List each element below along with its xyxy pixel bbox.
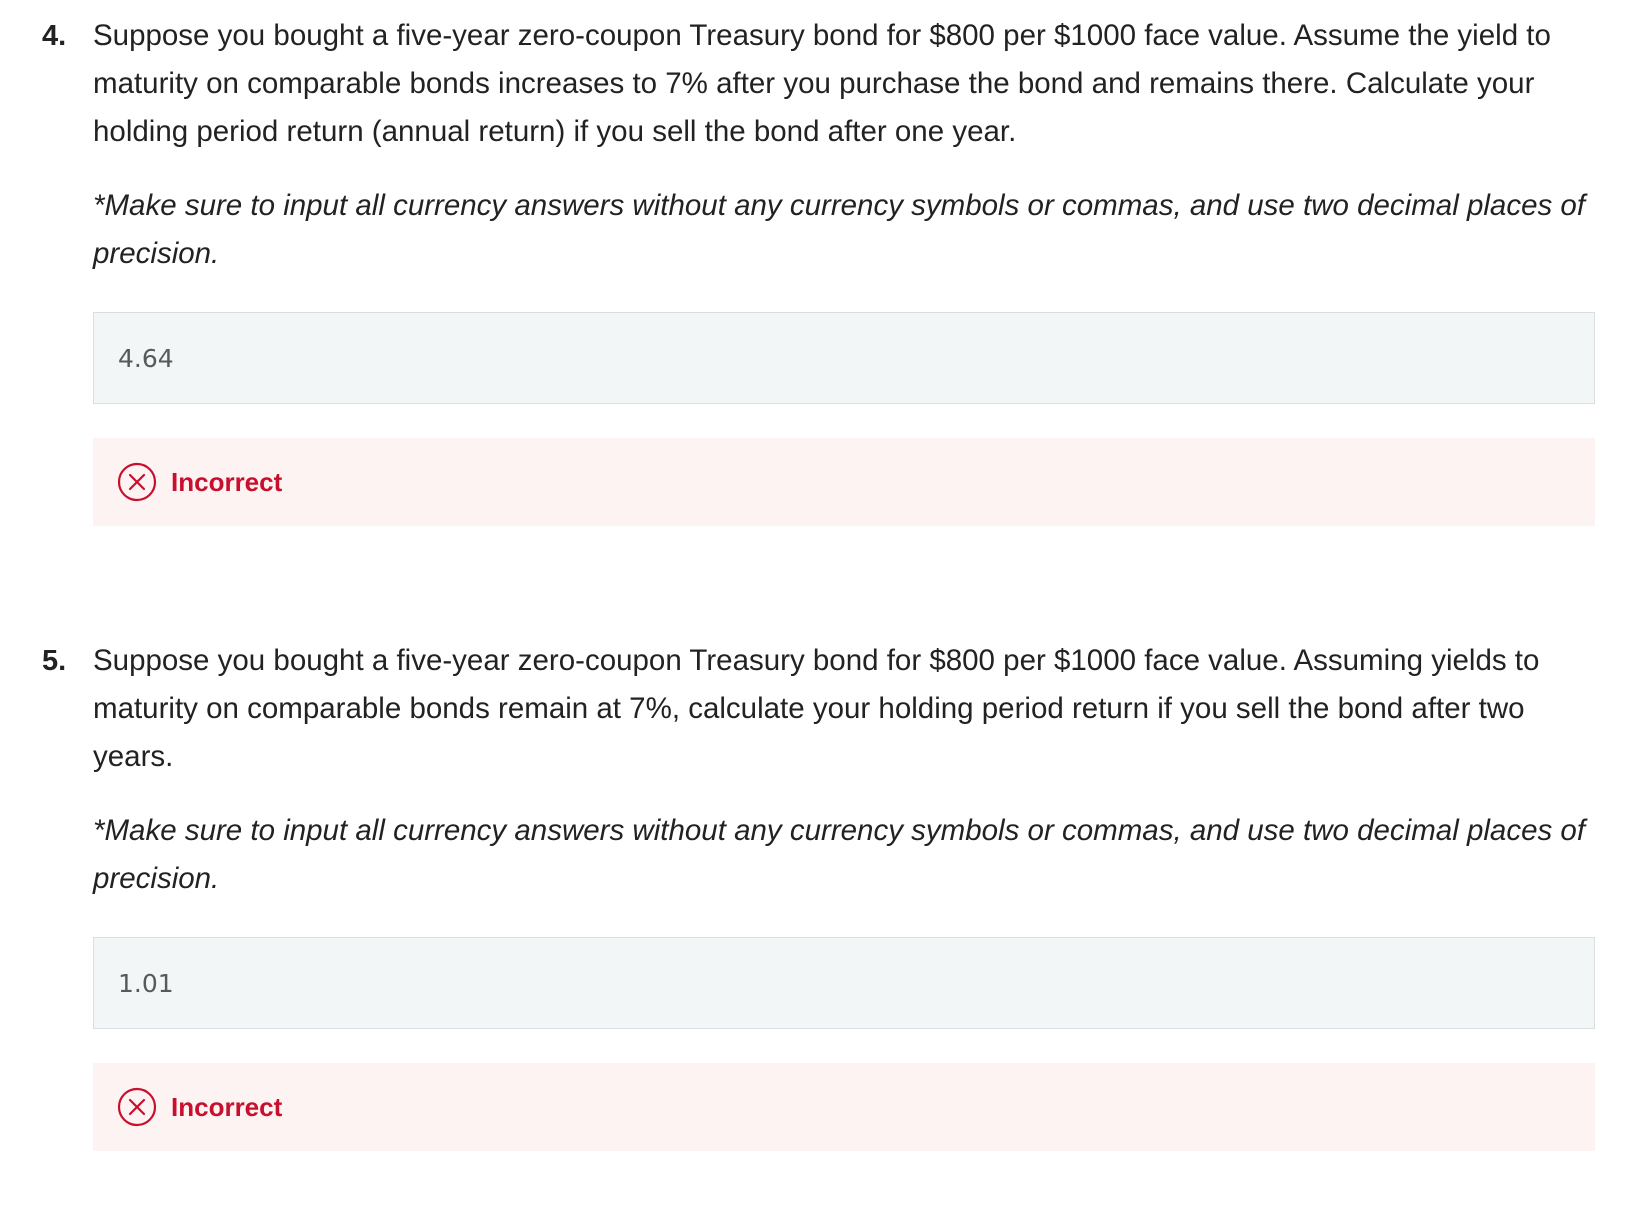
question-note: *Make sure to input all currency answers without any currency symbols or commas, and use two decimal places of precision. — [93, 189, 1586, 270]
feedback-status: Incorrect — [171, 466, 283, 497]
feedback-status: Incorrect — [171, 1091, 283, 1122]
feedback-banner — [93, 438, 1595, 526]
question-number: 4. — [42, 20, 67, 52]
feedback-banner — [93, 1063, 1595, 1151]
answer-value: 1.01 — [118, 968, 174, 998]
answer-input[interactable] — [93, 312, 1595, 404]
question-text: Suppose you bought a five-year zero-coupon Treasury bond for $800 per $1000 face value. Assuming yields to maturity on comparable bonds remain at 7%, calculate your holding period return if you sell the bond after two years. — [93, 644, 1540, 773]
x-circle-icon — [117, 1087, 157, 1127]
question-text: Suppose you bought a five-year zero-coupon Treasury bond for $800 per $1000 face value. Assume the yield to maturity on comparable bonds increases to 7% after you purchase the bond and remains there. Calculate your holding period return (annual return) if you sell the bond after one year. — [93, 19, 1551, 148]
answer-input[interactable] — [93, 937, 1595, 1029]
answer-value: 4.64 — [118, 343, 174, 373]
x-circle-icon — [117, 462, 157, 502]
question-number: 5. — [42, 645, 67, 677]
question-note: *Make sure to input all currency answers without any currency symbols or commas, and use two decimal places of precision. — [93, 814, 1586, 895]
